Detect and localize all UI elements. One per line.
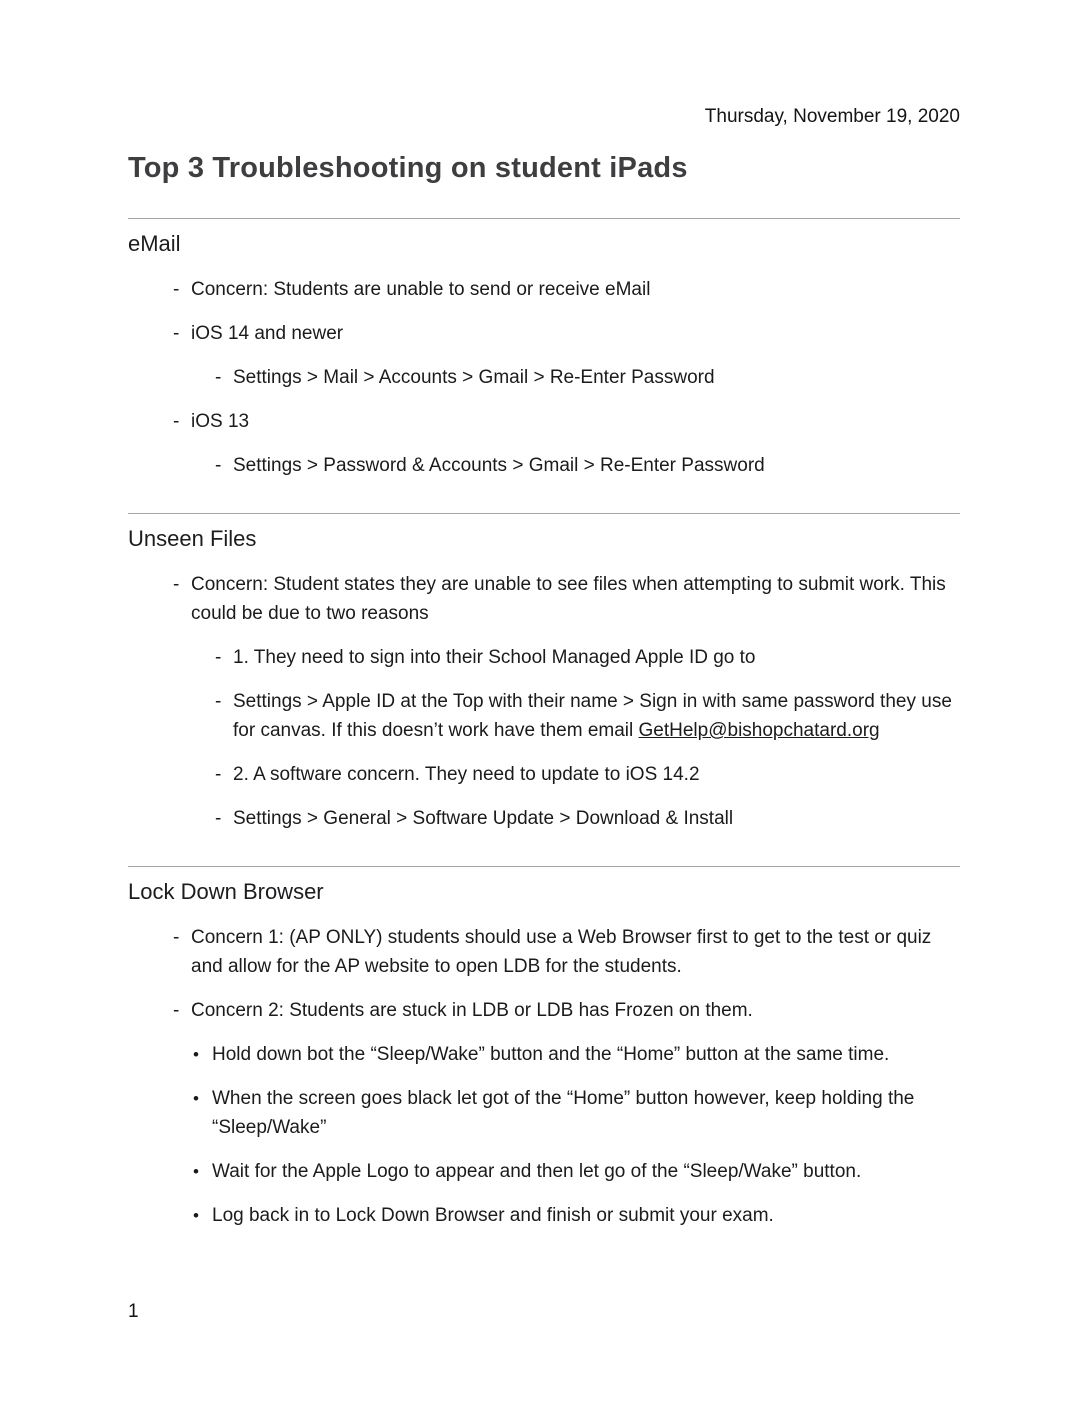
dash-marker: - xyxy=(215,647,222,668)
section-lock-down-browser-items xyxy=(128,923,960,1230)
list-item-text: When the screen goes black let got of the “Home” button however, keep holding the “Sleep/Wake” xyxy=(212,1088,915,1138)
list-item xyxy=(128,804,960,833)
list-item-text: Settings > Password & Accounts > Gmail > Re-Enter Password xyxy=(233,455,765,476)
list-item-text: iOS 14 and newer xyxy=(191,323,344,344)
dash-marker: - xyxy=(173,1000,180,1021)
list-item-text: 1. They need to sign into their School Managed Apple ID go to xyxy=(233,647,756,668)
page-title: Top 3 Troubleshooting on student iPads xyxy=(128,152,688,184)
document-date: Thursday, November 19, 2020 xyxy=(704,106,960,127)
dash-marker: - xyxy=(215,455,222,476)
bullet-marker: • xyxy=(193,1089,199,1108)
list-item xyxy=(128,1157,960,1186)
list-item xyxy=(128,451,960,480)
list-item xyxy=(128,319,960,348)
list-item-text: 2. A software concern. They need to update to iOS 14.2 xyxy=(233,764,700,785)
list-item xyxy=(128,923,960,981)
section-heading-lock-down-browser: Lock Down Browser xyxy=(128,879,324,904)
section-unseen-files-items xyxy=(128,570,960,833)
list-item xyxy=(128,760,960,789)
dash-marker: - xyxy=(215,367,222,388)
bullet-marker: • xyxy=(193,1162,199,1181)
list-item xyxy=(128,363,960,392)
list-item-text-run: Settings > Apple ID at the Top with their name > Sign in with same password they use for canvas. If this doesn’t work have them email xyxy=(233,691,952,741)
list-item-text: iOS 13 xyxy=(191,411,250,432)
gethelp-email-link[interactable]: GetHelp@bishopchatard.org xyxy=(638,720,880,741)
list-item-text: Log back in to Lock Down Browser and finish or submit your exam. xyxy=(212,1205,774,1226)
dash-marker: - xyxy=(215,808,222,829)
list-item-text: Hold down bot the “Sleep/Wake” button and the “Home” button at the same time. xyxy=(212,1044,890,1065)
list-item-text xyxy=(233,687,960,745)
page-number: 1 xyxy=(128,1301,139,1322)
list-item-text: Concern: Student states they are unable to see files when attempting to submit work. This could be due to two reasons xyxy=(191,574,946,624)
dash-marker: - xyxy=(173,927,180,948)
section-email xyxy=(128,218,960,480)
list-item-text: Settings > General > Software Update > Download & Install xyxy=(233,808,734,829)
list-item xyxy=(128,1201,960,1230)
list-item xyxy=(128,643,960,672)
section-divider xyxy=(128,866,960,867)
section-heading-email: eMail xyxy=(128,231,181,256)
list-item-text: Wait for the Apple Logo to appear and then let go of the “Sleep/Wake” button. xyxy=(212,1161,862,1182)
list-item xyxy=(128,1084,960,1142)
list-item xyxy=(128,570,960,628)
dash-marker: - xyxy=(215,764,222,785)
list-item xyxy=(128,275,960,304)
list-item-text: Concern 1: (AP ONLY) students should use a Web Browser first to get to the test or quiz and allow for the AP website to open LDB for the students. xyxy=(191,927,932,977)
bullet-marker: • xyxy=(193,1045,199,1064)
list-item-text: Concern 2: Students are stuck in LDB or LDB has Frozen on them. xyxy=(191,1000,753,1021)
section-divider xyxy=(128,218,960,219)
section-lock-down-browser xyxy=(128,866,960,1230)
list-item xyxy=(128,687,960,745)
list-item-text: Concern: Students are unable to send or receive eMail xyxy=(191,279,651,300)
list-item xyxy=(128,996,960,1025)
dash-marker: - xyxy=(173,279,180,300)
section-email-items xyxy=(128,275,960,480)
list-item xyxy=(128,407,960,436)
dash-marker: - xyxy=(173,574,180,595)
section-divider xyxy=(128,513,960,514)
dash-marker: - xyxy=(173,411,180,432)
section-heading-unseen-files: Unseen Files xyxy=(128,526,257,551)
list-item xyxy=(128,1040,960,1069)
section-unseen-files xyxy=(128,513,960,833)
bullet-marker: • xyxy=(193,1206,199,1225)
list-item-text: Settings > Mail > Accounts > Gmail > Re-Enter Password xyxy=(233,367,715,388)
dash-marker: - xyxy=(173,323,180,344)
dash-marker: - xyxy=(215,691,222,712)
